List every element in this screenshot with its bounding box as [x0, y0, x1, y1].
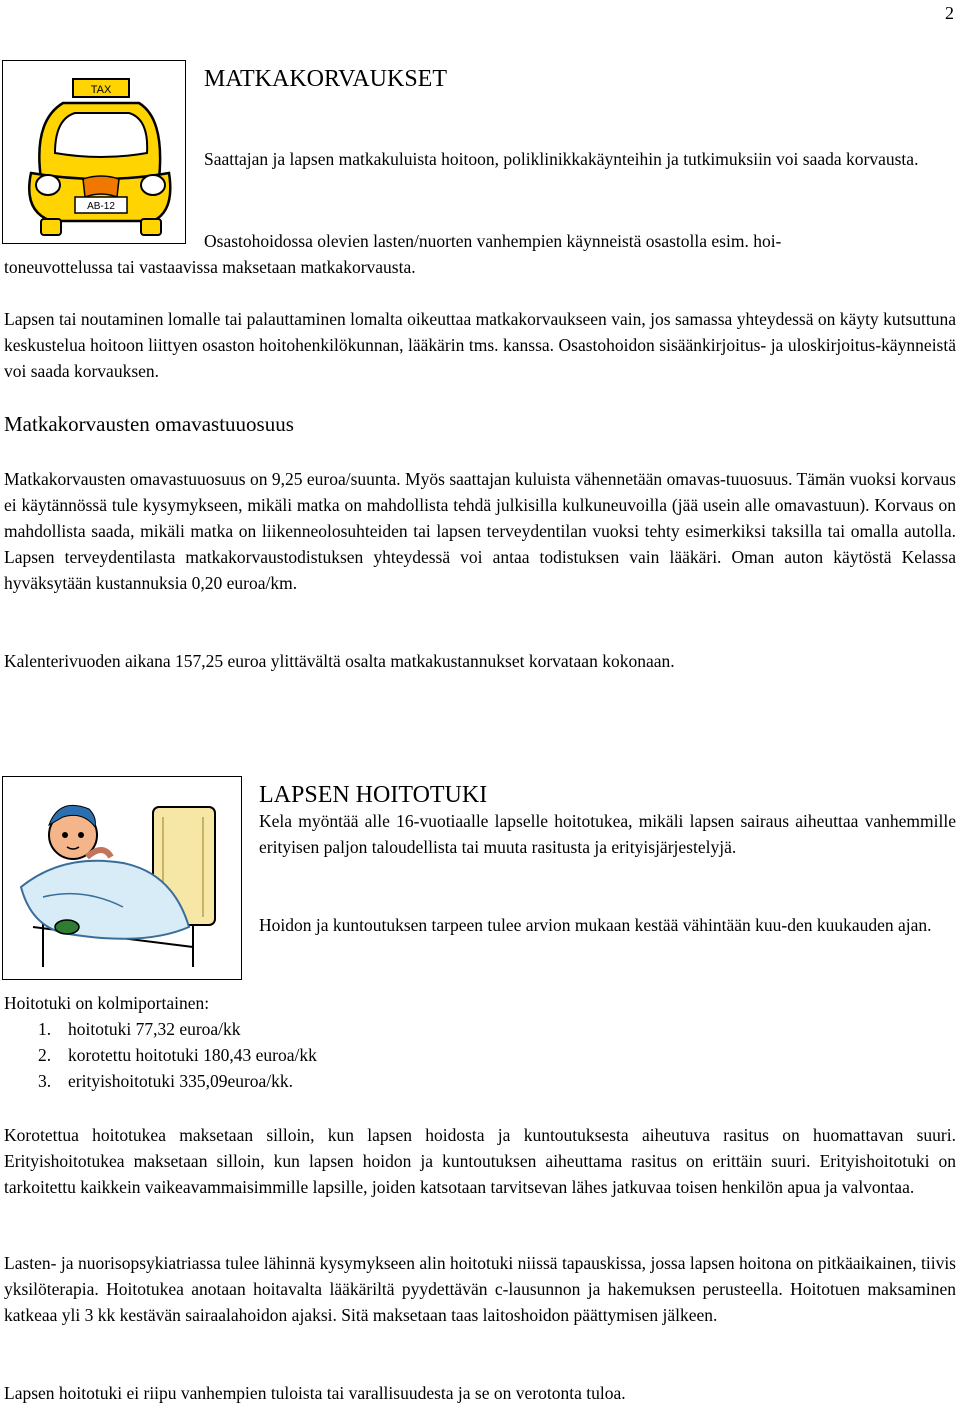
taxi-icon — [3, 61, 185, 243]
section-title-care: LAPSEN HOITOTUKI — [259, 782, 488, 808]
travel-leave-paragraph: Lapsen tai noutaminen lomalle tai palauttaminen lomalta oikeuttaa matkakorvaukseen vain, jos samassa yhteydessä on käyty kutsuttuna keskustelua hoitoon liittyen osaston hoitohenkilökunnan, lääkärin tms. kanssa. Osastohoidon sisäänkirjoitus- ja uloskirjoitus-käynneistä voi saada korvauksen. — [4, 309, 956, 381]
taxi-plate-text: AB-12 — [87, 201, 115, 212]
care-levels-heading: Hoitotuki on kolmiportainen: — [4, 993, 210, 1013]
page-number: 2 — [945, 3, 954, 23]
taxi-illustration-box — [2, 60, 186, 244]
deductible-paragraph: Matkakorvausten omavastuuosuus on 9,25 euroa/suunta. Myös saattajan kuluista vähennetään omavas-tuuosuus. Tämän vuoksi korvaus ei käytännössä tule kysymykseen, mikäli matka on mahdollista tehdä julkisilla kulkuneuvoilla (jää usein alle omavastuun). Korvaus on mahdollista saada, mikäli matka on liikenneolosuhteiden tai lapsen terveydentilan vuoksi tehty esimerkiksi taksilla tai omalla autolla. Lapsen terveydentilasta matkakorvaustodistuksen yhteydessä voi antaa todistuksen vain lääkäri. Oman auton käytöstä Kelassa hyväksytään kustannuksia 0,20 euroa/km. — [4, 469, 956, 593]
deductible-annual: Kalenterivuoden aikana 157,25 euroa ylittävältä osalta matkakustannukset korvataan kokonaan. — [4, 651, 675, 671]
care-raised-paragraph: Korotettua hoitotukea maksetaan silloin, kun lapsen hoidosta ja kuntoutuksesta aiheutuva rasitus on huomattavan suuri. Erityishoitotukea maksetaan silloin, kun lapsen hoidon ja kuntoutuksen aiheuttama rasitus on erittäin suuri. Erityishoitotuki on tarkoitettu kaikkein vaikeavammaisimmille lapsille, joiden katsotaan tarvitsevan lähes jatkuvaa toisen henkilön apua ja valvontaa. — [4, 1125, 956, 1197]
care-psychiatry-paragraph: Lasten- ja nuorisopsykiatriassa tulee lähinnä kysymykseen alin hoitotuki niissä tapauskissa, jossa lapsen hoitona on pitkäaikainen, tiivis yksilöterapia. Hoitotukea anotaan hoitavalta lääkäriltä pyydettävän c-lausunnon ja hakemuksen perusteella. Hoitotuen maksaminen katkeaa yli 3 kk kestävän sairaalahoidon ajaksi. Sitä maksetaan taas laitoshoidon päättymisen jälkeen. — [4, 1253, 956, 1325]
section-title-deductible: Matkakorvausten omavastuuosuus — [4, 412, 294, 436]
care-income-paragraph: Lapsen hoitotuki ei riipu vanhempien tuloista tai varallisuudesta ja se on verotonta tuloa. — [4, 1383, 626, 1403]
care-intro: Kela myöntää alle 16-vuotiaalle lapselle hoitotukea, mikäli lapsen sairaus aiheuttaa vanhemmille erityisen paljon taloudellista tai muuta rasitusta ja erityisjärjestelyjä. — [259, 811, 956, 857]
taxi-sign-text: TAX — [90, 84, 112, 96]
list-item: 2. korotettu hoitotuki 180,43 euroa/kk — [38, 1045, 317, 1065]
travel-ward-line2: toneuvottelussa tai vastaavissa maksetaan matkakorvausta. — [4, 257, 416, 277]
section-title-travel: MATKAKORVAUKSET — [204, 66, 447, 92]
care-duration: Hoidon ja kuntoutuksen tarpeen tulee arvion mukaan kestää vähintään kuu-den kuukauden ajan. — [259, 915, 932, 935]
bed-illustration-box — [2, 776, 242, 980]
travel-intro: Saattajan ja lapsen matkakuluista hoitoon, poliklinikkakäynteihin ja tutkimuksiin voi saada korvausta. — [204, 149, 919, 169]
travel-ward-line1: Osastohoidossa olevien lasten/nuorten vanhempien käynneistä osastolla esim. hoi- — [204, 231, 782, 251]
list-item: 1. hoitotuki 77,32 euroa/kk — [38, 1019, 241, 1039]
sick-child-bed-icon — [3, 777, 241, 979]
care-levels-list — [4, 1016, 604, 1094]
list-item: 3. erityishoitotuki 335,09euroa/kk. — [38, 1071, 294, 1091]
